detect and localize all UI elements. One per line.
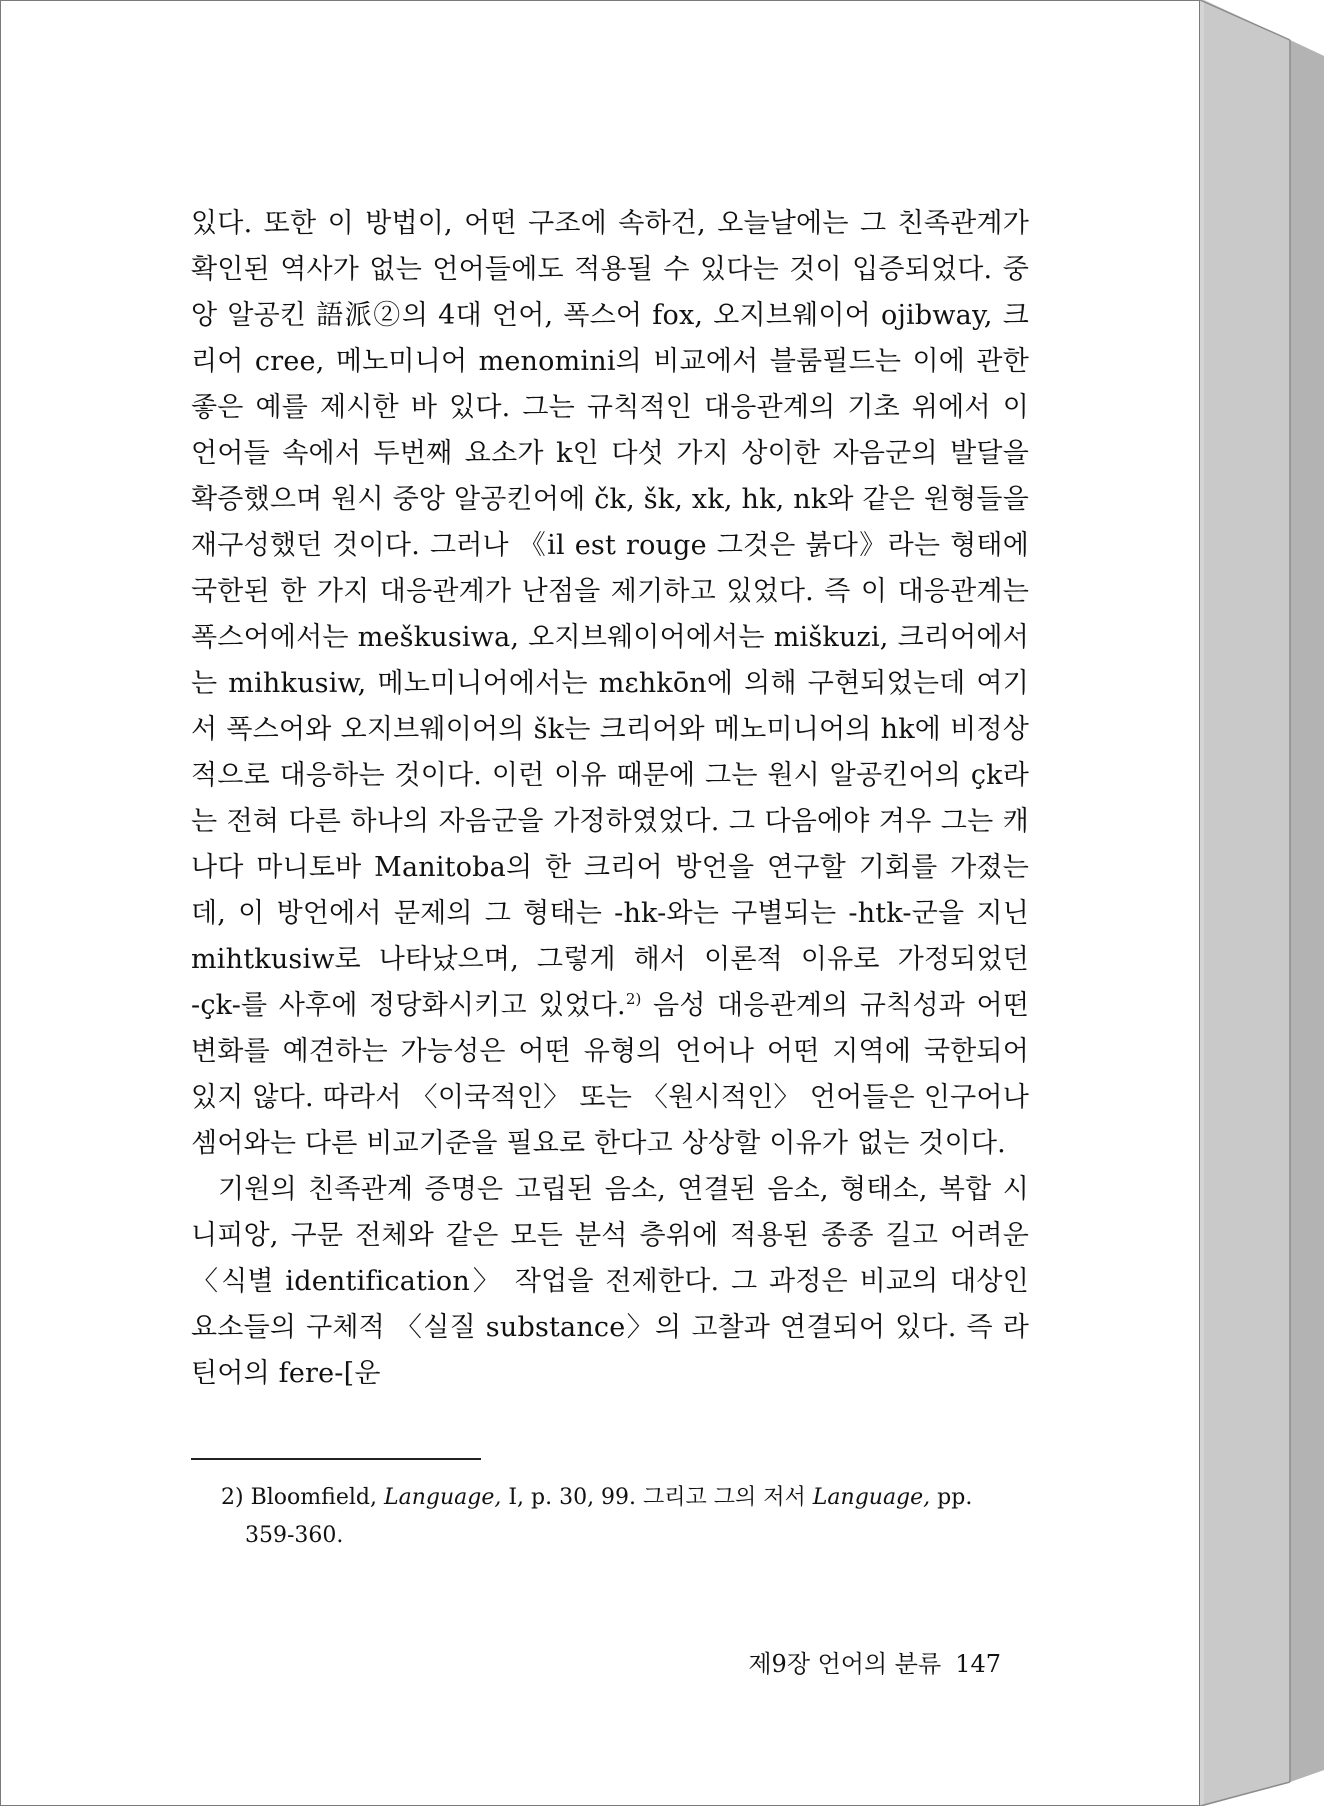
page-number: 147: [955, 1650, 1001, 1678]
page-footer: [721, 1644, 1001, 1679]
footnote-text-2: pp.: [937, 1485, 973, 1510]
paragraph-1-tail: 음성 대응관계의 규칙성과 어떤 변화를 예견하는 가능성은 어떤 유형의 언어나 어떤 지역에 국한되어 있지 않다. 따라서 〈이국적인〉 또는 〈원시적인〉 언어들은 인구어나 셈어와는 다른 비교기준을 필요로 한다고 상상할 이유가 없는 것이다.: [191, 990, 1030, 1159]
chapter-title: 제9장 언어의 분류: [748, 1650, 942, 1678]
body-text: [191, 201, 1029, 1397]
paragraph-1-text: 있다. 또한 이 방법이, 어떤 구조에 속하건, 오늘날에는 그 친족관계가 확인된 역사가 없는 언어들에도 적용될 수 있다는 것이 입증되었다. 중앙 알공킨 語派②의 4대 언어, 폭스어 fox, 오지브웨이어 ojibway, 크리어 cree, 메노미니어 menomini의 비교에서 블룸필드는 이에 관한 좋은 예를 제시한 바 있다. 그는 규칙적인 대응관계의 기초 위에서 이 언어들 속에서 두번째 요소가 k인 다섯 가지 상이한 자음군의 발달을 확증했으며 원시 중앙 알공킨어에 čk, šk, xk, hk, nk와 같은 원형들을 재구성했던 것이다. 그러나 《il est rouge 그것은 붉다》라는 형태에 국한된 한 가지 대응관계가 난점을 제기하고 있었다. 즉 이 대응관계는 폭스어에서는 meškusiwa, 오지브웨이어에서는 miškuzi, 크리어에서는 mihkusiw, 메노미니어에서는 mɛhkōn에 의해 구현되었는데 여기서 폭스어와 오지브웨이어의 šk는 크리어와 메노미니어의 hk에 비정상적으로 대응하는 것이다. 이런 이유 때문에 그는 원시 알공킨어의 çk라는 전혀 다른 하나의 자음군을 가정하였었다. 그 다음에야 겨우 그는 캐나다 마니토바 Manitoba의 한 크리어 방언을 연구할 기회를 가졌는데, 이 방언에서 문제의 그 형태는 -hk-와는 구별되는 -htk-군을 지닌 mihtkusiw로 나타났으며, 그렇게 해서 이론적 이유로 가정되었던 -çk-를 사후에 정당화시키고 있었다.: [191, 208, 1029, 1021]
footnote-author: Bloomfield,: [250, 1485, 377, 1510]
footnote-title-2: Language,: [812, 1485, 931, 1510]
paragraph-2: 기원의 친족관계 증명은 고립된 음소, 연결된 음소, 형태소, 복합 시니피앙, 구문 전체와 같은 모든 분석 층위에 적용된 종종 길고 어려운 〈식별 identification〉 작업을 전제한다. 그 과정은 비교의 대상인 요소들의 구체적 〈실질 substance〉의 고찰과 연결되어 있다. 즉 라틴어의 fere-[운: [191, 1174, 1029, 1389]
footnote-pages: 359-360.: [245, 1523, 344, 1548]
paragraph-1: [191, 201, 1029, 1167]
footnote-divider: [191, 1458, 481, 1460]
footnote-reference: 2): [625, 990, 642, 1008]
footnote: [221, 1479, 1029, 1555]
footnote-text-1: I, p. 30, 99. 그리고 그의 저서: [508, 1485, 806, 1510]
footnote-title-1: Language,: [383, 1485, 502, 1510]
footnote-line: [221, 1479, 1029, 1517]
footnote-number: 2): [221, 1485, 244, 1510]
